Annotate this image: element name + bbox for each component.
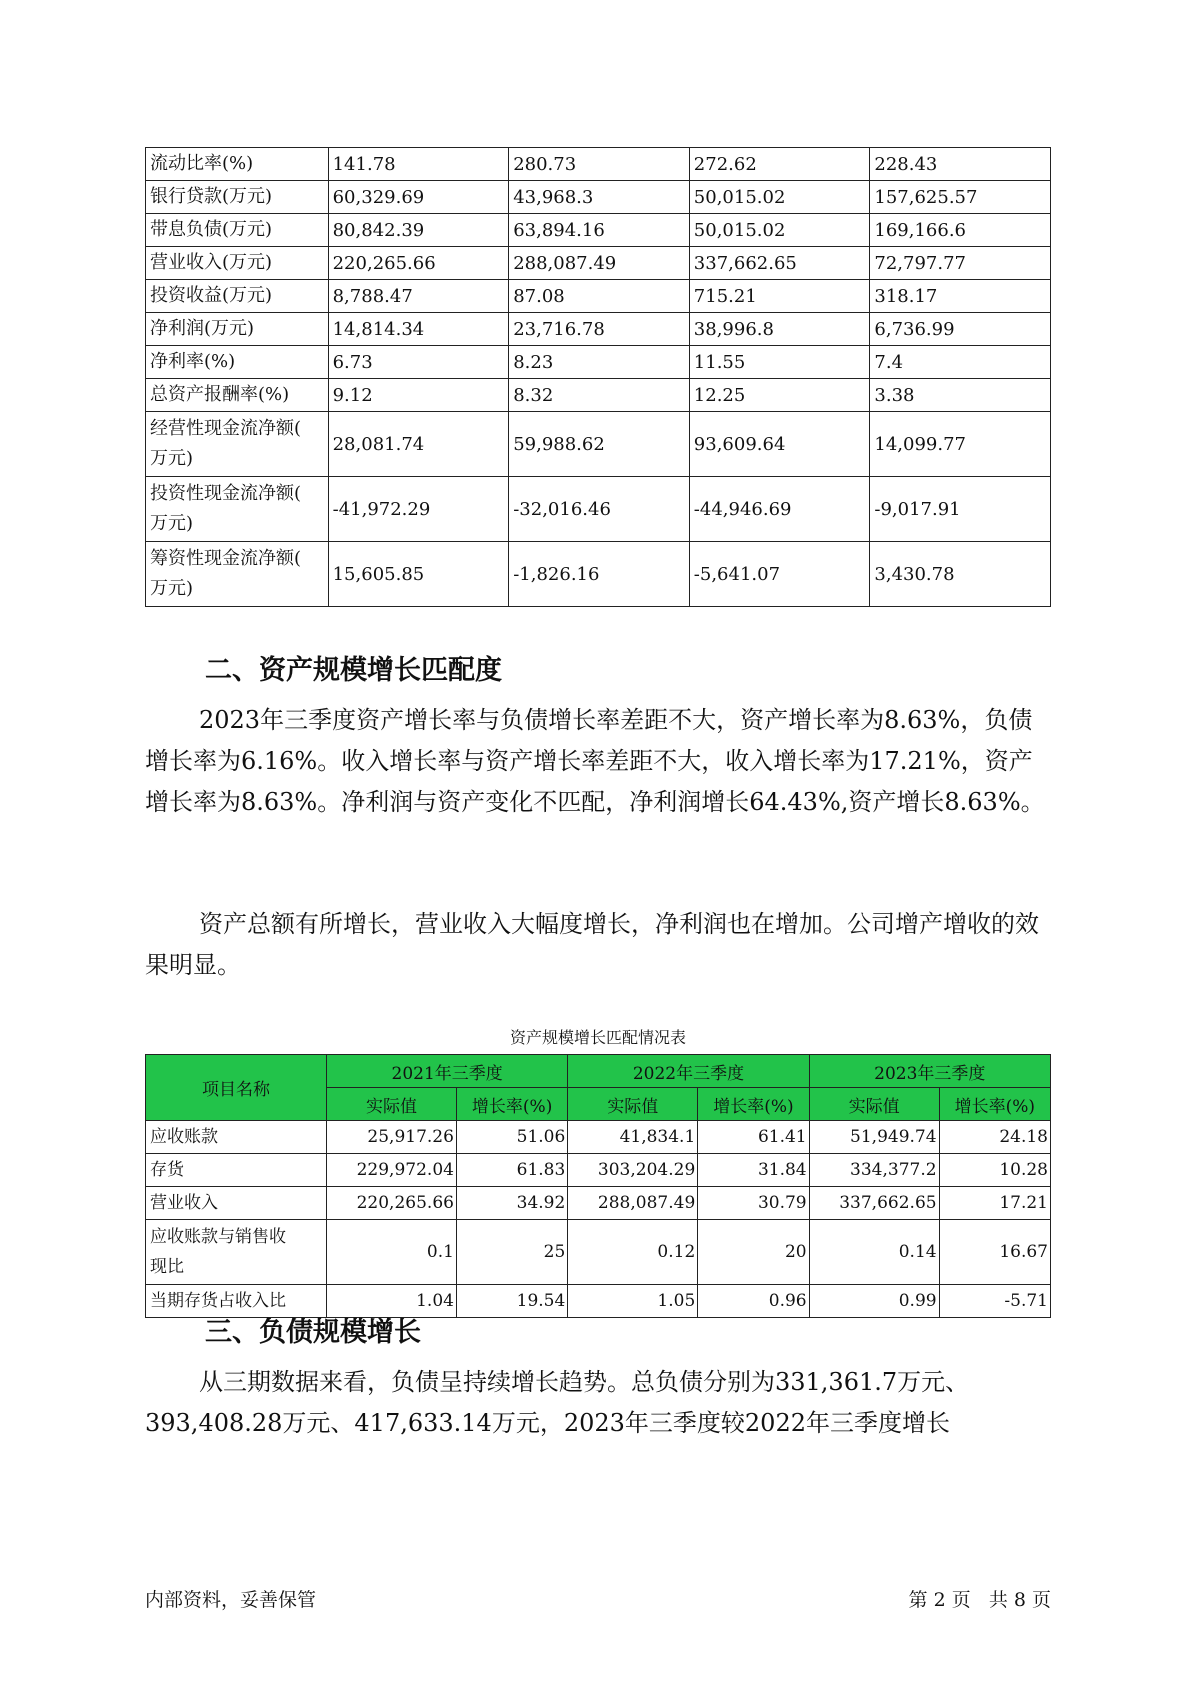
sub-header-actual: 实际值 xyxy=(568,1088,698,1121)
section2-heading: 二、资产规模增长匹配度 xyxy=(205,655,502,686)
row-label xyxy=(146,1220,327,1285)
value-cell: 61.83 xyxy=(456,1154,567,1187)
value-cell: 3,430.78 xyxy=(870,542,1051,607)
value-cell: 288,087.49 xyxy=(568,1187,698,1220)
value-cell: 303,204.29 xyxy=(568,1154,698,1187)
sub-header-actual: 实际值 xyxy=(809,1088,939,1121)
value-cell: 41,834.1 xyxy=(568,1121,698,1154)
row-label-line: 投资性现金流净额( xyxy=(150,483,302,504)
value-cell: 8.32 xyxy=(509,379,690,412)
value-cell: -41,972.29 xyxy=(328,477,509,542)
value-cell: 288,087.49 xyxy=(509,247,690,280)
table-row xyxy=(146,542,1051,607)
value-cell: 1.05 xyxy=(568,1285,698,1318)
sub-header-growth: 增长率(%) xyxy=(456,1088,567,1121)
table-row xyxy=(146,1121,1051,1154)
value-cell: 715.21 xyxy=(689,280,870,313)
table-row xyxy=(146,379,1051,412)
row-label-line: 银行贷款(万元) xyxy=(150,186,273,207)
row-label-line: 现比 xyxy=(150,1257,184,1277)
value-cell: 0.96 xyxy=(698,1285,809,1318)
row-label-line: 筹资性现金流净额( xyxy=(150,548,302,569)
table-row xyxy=(146,1187,1051,1220)
value-cell: 61.41 xyxy=(698,1121,809,1154)
value-cell: 50,015.02 xyxy=(689,181,870,214)
row-label-line: 存货 xyxy=(150,1160,184,1180)
value-cell: 0.99 xyxy=(809,1285,939,1318)
item-name-header: 项目名称 xyxy=(146,1055,327,1121)
value-cell: 141.78 xyxy=(328,148,509,181)
value-cell: 6.73 xyxy=(328,346,509,379)
value-cell: 31.84 xyxy=(698,1154,809,1187)
value-cell: 8,788.47 xyxy=(328,280,509,313)
growth-table-caption: 资产规模增长匹配情况表 xyxy=(509,1028,686,1047)
section3-paragraph: 从三期数据来看，负债呈持续增长趋势。总负债分别为331,361.7万元、393,408.28万元、417,633.14万元，2023年三季度较2022年三季度增长 xyxy=(145,1368,970,1437)
table-row xyxy=(146,346,1051,379)
value-cell: 7.4 xyxy=(870,346,1051,379)
row-label-line: 带息负债(万元) xyxy=(150,219,273,240)
value-cell: 10.28 xyxy=(939,1154,1050,1187)
row-label-line: 万元) xyxy=(150,578,194,599)
table-row xyxy=(146,214,1051,247)
value-cell: 72,797.77 xyxy=(870,247,1051,280)
value-cell: 1.04 xyxy=(327,1285,457,1318)
row-label-line: 投资收益(万元) xyxy=(150,285,273,306)
row-label-line: 应收账款 xyxy=(150,1127,218,1147)
row-label-line: 营业收入(万元) xyxy=(150,252,273,273)
row-label xyxy=(146,379,329,412)
value-cell: 0.14 xyxy=(809,1220,939,1285)
row-label-line: 净利润(万元) xyxy=(150,318,255,339)
value-cell: 43,968.3 xyxy=(509,181,690,214)
period-header-2022: 2022年三季度 xyxy=(568,1055,809,1088)
value-cell: 17.21 xyxy=(939,1187,1050,1220)
value-cell: 220,265.66 xyxy=(328,247,509,280)
value-cell: 34.92 xyxy=(456,1187,567,1220)
value-cell: -5.71 xyxy=(939,1285,1050,1318)
sub-header-growth: 增长率(%) xyxy=(939,1088,1050,1121)
row-label-line: 总资产报酬率(%) xyxy=(150,384,290,405)
row-label-line: 应收账款与销售收 xyxy=(150,1227,286,1247)
row-label-line: 经营性现金流净额( xyxy=(150,418,302,439)
asset-growth-match-table xyxy=(145,1054,1051,1318)
value-cell: 157,625.57 xyxy=(870,181,1051,214)
section3-heading: 三、负债规模增长 xyxy=(205,1317,421,1348)
period-header-2021: 2021年三季度 xyxy=(327,1055,568,1088)
table-row xyxy=(146,247,1051,280)
row-label xyxy=(146,247,329,280)
row-label-line: 流动比率(%) xyxy=(150,153,254,174)
value-cell: 228.43 xyxy=(870,148,1051,181)
value-cell: 12.25 xyxy=(689,379,870,412)
value-cell: -5,641.07 xyxy=(689,542,870,607)
table-row xyxy=(146,1154,1051,1187)
table-row xyxy=(146,181,1051,214)
section2-paragraph-1: 2023年三季度资产增长率与负债增长率差距不大，资产增长率为8.63%，负债增长率为6.16%。收入增长率与资产增长率差距不大，收入增长率为17.21%，资产增长率为8.63%。净利润与资产变化不匹配，净利润增长64.43%,资产增长8.63%。 xyxy=(145,706,1045,816)
section2-paragraph-2: 资产总额有所增长，营业收入大幅度增长，净利润也在增加。公司增产增收的效果明显。 xyxy=(145,910,1039,979)
value-cell: 9.12 xyxy=(328,379,509,412)
value-cell: 30.79 xyxy=(698,1187,809,1220)
row-label xyxy=(146,214,329,247)
value-cell: 220,265.66 xyxy=(327,1187,457,1220)
row-label xyxy=(146,346,329,379)
value-cell: 63,894.16 xyxy=(509,214,690,247)
row-label xyxy=(146,1154,327,1187)
financial-summary-table xyxy=(145,147,1051,607)
row-label xyxy=(146,542,329,607)
value-cell: 280.73 xyxy=(509,148,690,181)
value-cell: 334,377.2 xyxy=(809,1154,939,1187)
value-cell: 16.67 xyxy=(939,1220,1050,1285)
row-label xyxy=(146,280,329,313)
value-cell: 318.17 xyxy=(870,280,1051,313)
row-label xyxy=(146,148,329,181)
value-cell: 0.12 xyxy=(568,1220,698,1285)
value-cell: 15,605.85 xyxy=(328,542,509,607)
row-label-line: 当期存货占收入比 xyxy=(150,1291,286,1311)
value-cell: 229,972.04 xyxy=(327,1154,457,1187)
row-label-line: 净利率(%) xyxy=(150,351,236,372)
value-cell: 38,996.8 xyxy=(689,313,870,346)
sub-header-actual: 实际值 xyxy=(327,1088,457,1121)
table-row xyxy=(146,412,1051,477)
value-cell: 14,814.34 xyxy=(328,313,509,346)
value-cell: 6,736.99 xyxy=(870,313,1051,346)
row-label xyxy=(146,181,329,214)
value-cell: 3.38 xyxy=(870,379,1051,412)
value-cell: 8.23 xyxy=(509,346,690,379)
table-row xyxy=(146,313,1051,346)
row-label xyxy=(146,477,329,542)
table-row xyxy=(146,477,1051,542)
value-cell: 50,015.02 xyxy=(689,214,870,247)
value-cell: -1,826.16 xyxy=(509,542,690,607)
period-header-2023: 2023年三季度 xyxy=(809,1055,1050,1088)
value-cell: 11.55 xyxy=(689,346,870,379)
row-label xyxy=(146,1121,327,1154)
value-cell: 0.1 xyxy=(327,1220,457,1285)
value-cell: 14,099.77 xyxy=(870,412,1051,477)
row-label xyxy=(146,313,329,346)
value-cell: 272.62 xyxy=(689,148,870,181)
sub-header-growth: 增长率(%) xyxy=(698,1088,809,1121)
footer-confidential: 内部资料，妥善保管 xyxy=(145,1589,317,1611)
footer-page-number: 第 2 页 共 8 页 xyxy=(908,1589,1051,1611)
row-label xyxy=(146,1187,327,1220)
table-row xyxy=(146,280,1051,313)
row-label xyxy=(146,412,329,477)
value-cell: 60,329.69 xyxy=(328,181,509,214)
value-cell: 87.08 xyxy=(509,280,690,313)
value-cell: 19.54 xyxy=(456,1285,567,1318)
value-cell: -44,946.69 xyxy=(689,477,870,542)
row-label-line: 万元) xyxy=(150,513,194,534)
value-cell: -9,017.91 xyxy=(870,477,1051,542)
value-cell: 23,716.78 xyxy=(509,313,690,346)
row-label-line: 营业收入 xyxy=(150,1193,218,1213)
value-cell: 337,662.65 xyxy=(689,247,870,280)
value-cell: 51.06 xyxy=(456,1121,567,1154)
value-cell: 80,842.39 xyxy=(328,214,509,247)
value-cell: 169,166.6 xyxy=(870,214,1051,247)
value-cell: 93,609.64 xyxy=(689,412,870,477)
row-label-line: 万元) xyxy=(150,448,194,469)
value-cell: 25 xyxy=(456,1220,567,1285)
value-cell: -32,016.46 xyxy=(509,477,690,542)
table-row xyxy=(146,1220,1051,1285)
table-row xyxy=(146,148,1051,181)
value-cell: 24.18 xyxy=(939,1121,1050,1154)
value-cell: 337,662.65 xyxy=(809,1187,939,1220)
value-cell: 51,949.74 xyxy=(809,1121,939,1154)
value-cell: 25,917.26 xyxy=(327,1121,457,1154)
value-cell: 59,988.62 xyxy=(509,412,690,477)
value-cell: 28,081.74 xyxy=(328,412,509,477)
value-cell: 20 xyxy=(698,1220,809,1285)
